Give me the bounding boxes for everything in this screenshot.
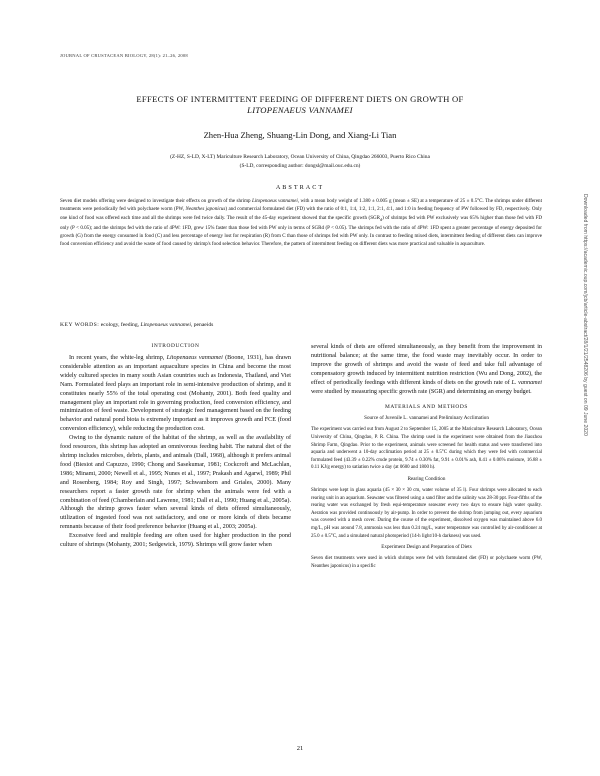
- species-name: Litopenaeus vannamei: [166, 355, 223, 361]
- abstract-heading: ABSTRACT: [275, 184, 325, 191]
- title-line: EFFECTS OF INTERMITTENT FEEDING OF DIFFERENT DIETS ON GROWTH OF: [136, 94, 464, 104]
- methods-paragraph: Seven diet treatments were used in which shrimps were fed with formulated diet (FD) or polychaete worm (PW, Neanthes japonicus) in a specific: [311, 556, 542, 569]
- download-watermark: Downloaded from https://academic.oup.com/jcb/article-abstract/28/1/21/2548206 by guest on 09 June 2020: [582, 194, 588, 436]
- paragraph-text: several kinds of diets are offered simultaneously, as they benefit from the improvement in nutritional balance; at the same time, the food waste may inevitably occur. In order to improve the growth of shrimps and avoid the waste of feed and take full advantage of compensatory growth induced by intermittent nutrition restriction (Wu and Dong, 2002), the effect of periodically feedings with different kinds of diets on the growth rate of: [311, 344, 542, 386]
- intro-paragraph-continued: [311, 343, 542, 396]
- intro-heading: INTRODUCTION: [151, 343, 200, 349]
- species-name: L. vannamei: [511, 379, 543, 386]
- paragraph-text: In recent years, the white-leg shrimp,: [69, 355, 167, 361]
- affiliation-line: (Z-HZ, S-LD, X-LT) Mariculture Research Laboratory, Ocean University of China, Qingdao 266003, Puerto Rico China: [170, 154, 430, 160]
- keywords: [60, 322, 542, 328]
- title-species: LITOPENAEUS VANNAMEI: [247, 105, 353, 115]
- methods-paragraph: The experiment was carried out from August 2 to September 15, 2005 at the Mariculture Research Laboratory, Ocean University of China, Qingdao, P. R. China. The shrimp used in the experiment were obtained from the Jiaozhou Shrimp Farm, Qingdao. Prior to the experiment, animals were screened for health status and were transferred into aquaria and underwent a 10-day acclimation period at 25 ± 0.5°C during which they were fed with commercial formulated feed (43.39 ± 0.22% crude protein, 9.74 ± 0.30% fat, 9.91 ± 0.01% ash, 8.41 ± 0.06% moisture, 16.88 ± 0.11 KJ/g energy) to satiation twice a day (at 0600 and 1800 h).: [311, 427, 542, 471]
- paper-title: [60, 94, 540, 116]
- intro-paragraph: [60, 354, 291, 434]
- abstract-text: ) and commercial formulated diet (FD) with the ratio of 0:1, 1:4, 1:2, 1:1, 2:1, 4:1, and 1:0 in feeding frequency of PW followed by FD, respectively. Only one kind of food was offered each time and all the shrimps were fed twice daily. The result of the 45-day experiment showed that the specific growth (SGR: [60, 206, 542, 221]
- author-list: Zhen-Hua Zheng, Shuang-Lin Dong, and Xiang-Li Tian: [203, 130, 397, 140]
- paragraph-text: (Boone, 1931), has drawn considerable attention as an important aquaculture species in China and become the most widely cultured species in many south Asian countries such as Indonesia, Thailand, and Viet Nam. Formulated feed plays an important role in semi-intensive production of shrimp, and it constitutes nearly 55% of the total operating cost (Mohanty, 2001). Both feed quality and management play an important role in governing production, feed conversion efficiency, and minimization of feed waste. Development of strategic feed management based on the feeding behavior and natural pond biota is extremely important as it improves growth and FCE (food conversion efficiency), while reducing the production cost.: [60, 355, 291, 433]
- methods-heading: MATERIALS AND METHODS: [385, 404, 468, 411]
- abstract-text: Seven diet models offering were designed to investigate their effects on growth of the shrimp: [60, 198, 253, 204]
- methods-paragraph: Shrimps were kept in glass aquaria (45 × 30 × 30 cm, water volume of 35 l). Four shrimps were allocated to each rearing unit in an aquarium. Seawater was filtered using a sand filter and the salinity was 28-30 ppt. Four-fifths of the rearing water was exchanged by fresh equi-temperature seawater every two days to ensure high water quality. Aeration was provided continuously by air-pump. In order to prevent the shrimp from jumping out, every aquarium was covered with a mesh cover. During the course of the experiment, dissolved oxygen was maintained above 6.0 mg/L, pH was around 7.8, ammonia was less than 0.24 mg/L, water temperature was controlled by air-conditioner at 25.0 ± 0.5°C, and a simulated natural photoperiod (14-h light/10-h darkness) was used.: [311, 488, 542, 539]
- abstract-species: Neanthes japonicus: [185, 206, 226, 213]
- abstract-body: [60, 197, 542, 249]
- subsection-heading: Source of Juvenile L. vannamei and Preliminary Acclimation: [364, 415, 489, 422]
- keywords-text: ecology, feeding,: [99, 322, 141, 328]
- journal-header: JOURNAL OF CRUSTACEAN BIOLOGY, 28(1): 21–26, 2008: [60, 53, 188, 58]
- correspondence-line: (S-LD, corresponding author: dongsl@mail.ouc.edu.cn): [239, 163, 361, 169]
- abstract-species: Litopenaeus vannamei: [252, 198, 298, 204]
- intro-paragraph: Excessive feed and multiple feeding are often used for higher production in the pond culture of shrimps (Mohanty, 2001; Sedgewick, 1979). Shrimps will grow faster when: [60, 533, 291, 549]
- abstract-text: , with a mean body weight of 1.380 ± 0.005 g (mean ± SE) at a temperature of 25 ± 0.5°C. The shrimps under different treatments were periodically fed with polychaete worm (PW,: [60, 198, 542, 213]
- right-column: [311, 343, 542, 574]
- abstract-subscript: d: [380, 216, 383, 222]
- page-number: 21: [296, 745, 304, 752]
- intro-paragraph: Owing to the dynamic nature of the habitat of the shrimp, as well as the availability of food resources, this shrimp has adopted an omnivorous feeding habit. The natural diet of the shrimp includes microbes, debris, plants, and animals (Dall, 1968), although it prefers animal food (Biesiot and Capuzzo, 1990; Chong and Sasekumar, 1981; Cockcroft and McLachlan, 1986; Minami, 2000; Newell et al., 1995; Nunes et al., 1997; Prakash and Agarwl, 1989; Phil and Rosenberg, 1984; Roy and Singh, 1997; Schwamborn and Griales, 2000). Many researchers report a faster growth rate for shrimp when the animals were fed with a combination of feed (Chamberlain and Lawrene, 1981; Dall et al., 1990; Huang et al., 2005a). Although the shrimp grows faster when several kinds of diets offered simultaneously, utilization of ingested food was not satisfactory, and one or more kinds of diets became remnants because of their food preference behavior (Huang et al., 2003; 2005a).: [60, 435, 291, 531]
- affiliation: [60, 153, 540, 171]
- keywords-species: Litopenaeus vannamei: [140, 322, 191, 328]
- left-column: [60, 343, 291, 550]
- keywords-text: , penaeids: [190, 322, 214, 328]
- paragraph-text: were studied by measuring specific growth rate (SGR) and determining an energy budget.: [311, 388, 532, 395]
- abstract-text: ) of shrimps fed with PW exclusively was 65% higher than those fed with FD only (P < 0.05); and the shrimps fed with the ratio of 4PW: 1FD, grew 15% faster than those fed with PW only in terms of SGRd (P < 0.05). The shrimps fed with the ratio of 4PW: 1FD spent a greater percentage of energy deposited for growth (G) from the energy consumed in food (C) and less percentage of energy lost for respiration (R) from C than those of shrimps fed with PW only. In contrast to feeding mixed diets, intermittent feeding of different diets can improve food conversion efficiency and avoid the waste of food caused by shrimp's food selection behavior. Therefore, the pattern of intermittent feeding on different diets was more practical and valuable in aquaculture.: [60, 214, 542, 248]
- subsection-heading: Experiment Design and Preparation of Diets: [381, 544, 472, 551]
- subsection-heading: Rearing Condition: [407, 476, 446, 482]
- keywords-label: KEY WORDS:: [60, 322, 100, 328]
